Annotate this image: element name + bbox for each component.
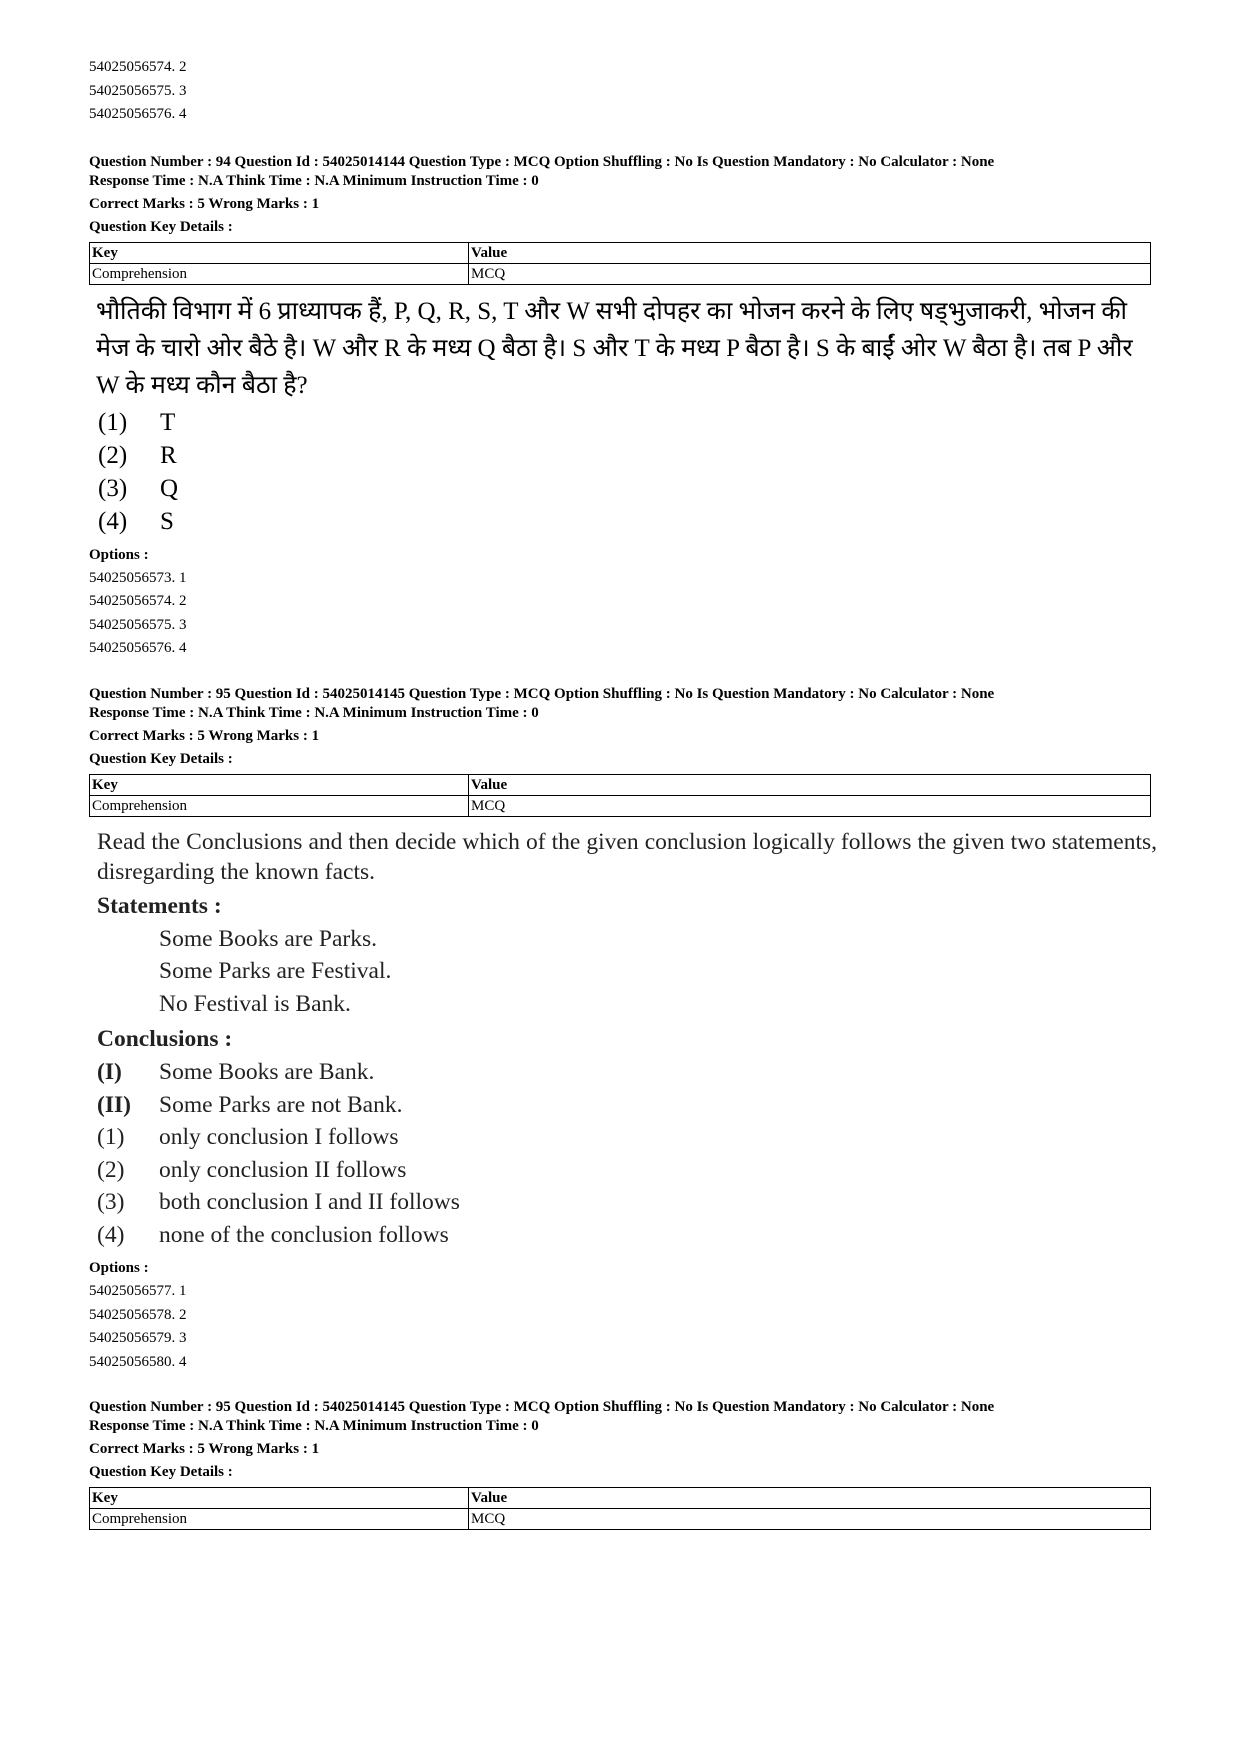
choice-number: (1): [97, 1124, 125, 1150]
question-marks: Correct Marks : 5 Wrong Marks : 1: [89, 1441, 320, 1457]
top-options-list: [89, 56, 1149, 127]
options-label: Options :: [89, 546, 149, 563]
options-list: [89, 1280, 1149, 1374]
table-header-key: Key: [90, 774, 469, 795]
choice-number: (2): [98, 441, 128, 469]
option-line: 54025056575. 3: [89, 616, 187, 633]
question-94: [89, 153, 1149, 661]
question-95-repeat: [89, 1398, 1149, 1530]
question-key-table: [89, 774, 1151, 817]
question-key-table: [89, 1487, 1151, 1530]
choice-number: (2): [97, 1156, 125, 1183]
table-header-key: Key: [90, 1488, 469, 1509]
choice-text: only conclusion II follows: [159, 1156, 407, 1183]
question-key-details-label: Question Key Details :: [89, 218, 233, 235]
conclusion-line: [97, 1089, 1149, 1122]
option-line: 54025056577. 1: [89, 1283, 187, 1299]
table-cell-value: MCQ: [469, 263, 1151, 284]
choice-number: (4): [98, 507, 128, 535]
answer-choices: [89, 406, 1149, 538]
option-line: 54025056574. 2: [89, 59, 187, 75]
choice-text: S: [160, 507, 174, 535]
table-cell-key: Comprehension: [90, 795, 469, 816]
answer-choice: [89, 472, 1149, 505]
answer-choice: [89, 406, 1149, 439]
question-timing-line: Response Time : N.A Think Time : N.A Minimum Instruction Time : 0: [89, 1418, 539, 1434]
choice-text: only conclusion I follows: [159, 1124, 399, 1150]
answer-choice: [97, 1219, 1149, 1252]
options-list: [89, 567, 1149, 661]
question-meta-line: Question Number : 95 Question Id : 54025014145 Question Type : MCQ Option Shuffling : No Is Question Mandatory : No Calculator : None: [89, 1399, 995, 1415]
choice-text: both conclusion I and II follows: [159, 1189, 460, 1215]
question-marks: Correct Marks : 5 Wrong Marks : 1: [89, 195, 320, 212]
question-body: [89, 827, 1157, 1252]
option-line: 54025056578. 2: [89, 1306, 187, 1323]
table-cell-value: MCQ: [469, 795, 1151, 816]
question-95: [89, 685, 1157, 1375]
question-key-details-label: Question Key Details :: [89, 750, 233, 767]
question-key-details-label: Question Key Details :: [89, 1464, 233, 1480]
question-timing-line: Response Time : N.A Think Time : N.A Minimum Instruction Time : 0: [89, 172, 539, 189]
answer-choice: [89, 439, 1149, 472]
document-page: [89, 56, 1157, 1530]
choice-text: T: [160, 408, 176, 436]
question-meta-line: Question Number : 94 Question Id : 54025014144 Question Type : MCQ Option Shuffling : No Is Question Mandatory : No Calculator : None: [89, 153, 995, 170]
option-line: 54025056576. 4: [89, 106, 187, 122]
options-label: Options :: [89, 1260, 149, 1276]
answer-choice: [97, 1121, 1149, 1154]
conclusion-line: [97, 1056, 1149, 1089]
conclusion-number: (II): [97, 1091, 131, 1118]
option-line: 54025056573. 1: [89, 569, 187, 586]
statement-line: Some Books are Parks.: [159, 925, 378, 952]
option-line: 54025056575. 3: [89, 82, 187, 99]
conclusion-text: Some Parks are not Bank.: [159, 1091, 403, 1118]
choice-text: none of the conclusion follows: [159, 1221, 449, 1248]
table-cell-key: Comprehension: [90, 263, 469, 284]
statement-line: No Festival is Bank.: [159, 990, 351, 1017]
option-line: 54025056580. 4: [89, 1353, 187, 1370]
table-header-key: Key: [90, 242, 469, 263]
question-meta-line: Question Number : 95 Question Id : 54025014145 Question Type : MCQ Option Shuffling : No Is Question Mandatory : No Calculator : None: [89, 685, 995, 702]
statement-line: Some Parks are Festival.: [159, 958, 392, 984]
question-text: Read the Conclusions and then decide which of the given conclusion logically follows the given two statements, disregarding the known facts.: [97, 828, 1157, 885]
table-header-value: Value: [469, 1488, 1151, 1509]
choice-text: Q: [160, 474, 179, 502]
question-body: [89, 293, 1149, 538]
answer-choice: [97, 1186, 1149, 1219]
table-cell-value: MCQ: [469, 1509, 1151, 1530]
option-line: 54025056574. 2: [89, 593, 187, 609]
question-timing-line: Response Time : N.A Think Time : N.A Minimum Instruction Time : 0: [89, 704, 539, 721]
choice-number: (3): [97, 1189, 125, 1215]
table-header-value: Value: [469, 774, 1151, 795]
table-cell-key: Comprehension: [90, 1509, 469, 1530]
table-header-value: Value: [469, 242, 1151, 263]
choice-number: (1): [98, 408, 128, 436]
question-text: भौतिकी विभाग में 6 प्राध्यापक हैं, P, Q, R, S, T और W सभी दोपहर का भोजन करने के लिए षड्भुजाकरी, भोजन की मेज के चारो ओर बैठे है। W और R के मध्य Q बैठा है। S और T के मध्य P बैठा है। S के बाईं ओर W बैठा है। तब P और W के मध्य कौन बैठा है?: [96, 297, 1133, 399]
choice-text: R: [160, 441, 177, 469]
option-line: 54025056579. 3: [89, 1330, 187, 1346]
option-line: 54025056576. 4: [89, 640, 187, 656]
conclusion-text: Some Books are Bank.: [159, 1059, 375, 1085]
conclusions-heading: Conclusions :: [97, 1026, 233, 1052]
question-key-table: [89, 242, 1151, 285]
choice-number: (4): [97, 1221, 125, 1248]
conclusion-number: (I): [97, 1059, 122, 1085]
statements-heading: Statements :: [97, 892, 222, 919]
question-marks: Correct Marks : 5 Wrong Marks : 1: [89, 727, 320, 744]
answer-choice: [89, 505, 1149, 538]
choice-number: (3): [98, 474, 128, 502]
answer-choice: [97, 1154, 1149, 1187]
